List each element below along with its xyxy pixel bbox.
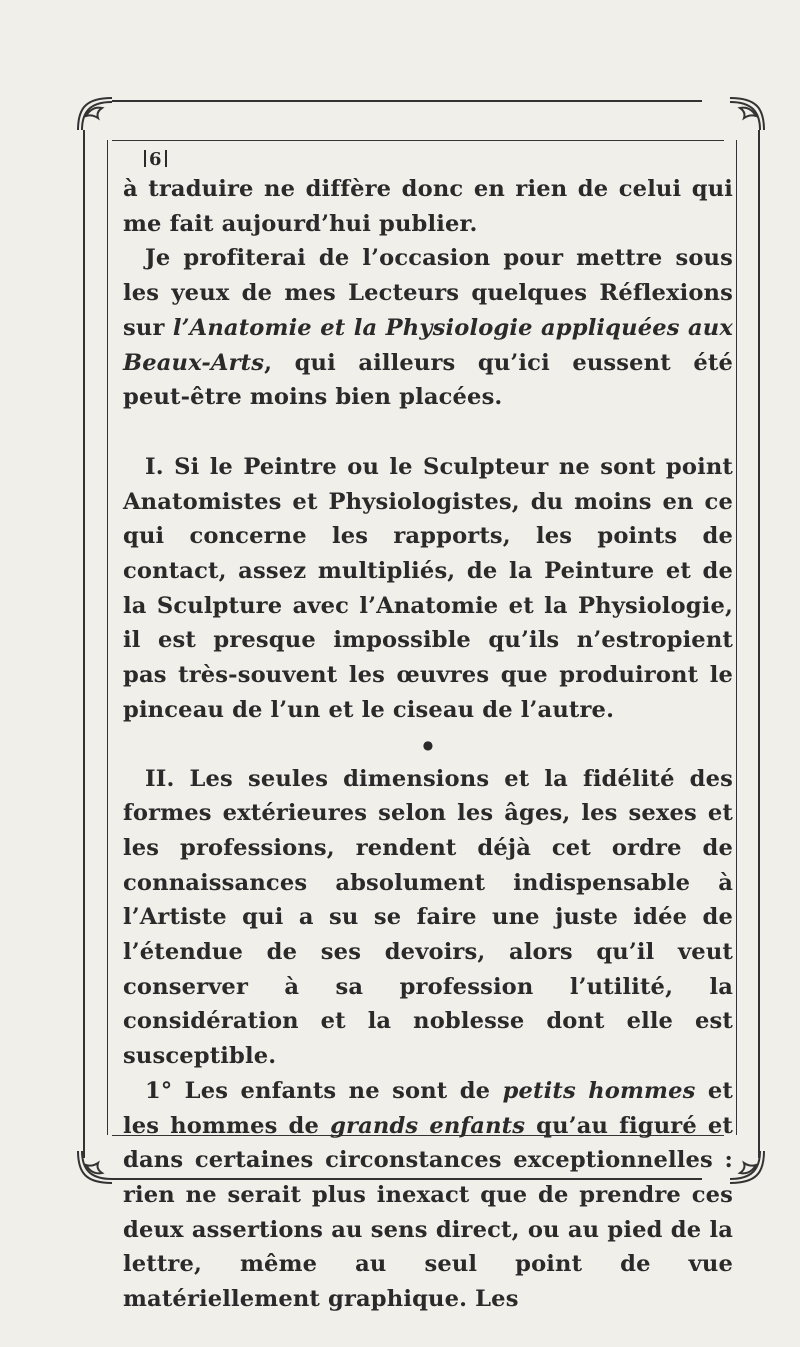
italic-phrase: grands enfants — [330, 1112, 526, 1139]
paragraph — [123, 172, 733, 241]
paragraph — [123, 762, 733, 1074]
text-run: et les hommes de — [123, 1077, 733, 1139]
text-run: 1° Les enfants ne sont de — [145, 1077, 503, 1104]
corner-ornament-top-right-icon — [724, 90, 770, 136]
frame-top-inner-rule — [112, 140, 724, 141]
frame-right-inner-rule — [736, 140, 737, 1135]
text-run: Je profiterai de l’occasion pour mettre sous les yeux de mes Lecteurs quelques Réflexions sur — [123, 245, 733, 341]
section-dot-icon: ● — [422, 737, 434, 752]
italic-phrase: l’Anatomie et la Physiologie appliquées aux Beaux-Arts — [123, 314, 733, 376]
paragraph — [123, 450, 733, 728]
paragraph — [123, 241, 733, 415]
text-run: à traduire ne diffère donc en rien de celui qui me fait aujourd’hui publier. — [123, 176, 733, 237]
page-number: 6 — [141, 150, 733, 170]
frame-left-inner-rule — [107, 140, 108, 1135]
text-run: , qui ailleurs qu’ici eussent été peut-être moins bien placées. — [123, 349, 733, 411]
paragraph-spacer — [123, 415, 733, 450]
text-blocks — [123, 172, 733, 1317]
frame-left-outer-rule — [83, 130, 85, 1158]
frame-right-outer-rule — [758, 130, 760, 1158]
corner-ornament-top-left-icon — [72, 90, 118, 136]
page-text — [123, 150, 733, 1317]
text-run: II. Les seules dimensions et la fidélité des formes extérieures selon les âges, les sexes et les professions, rendent déjà cet ordre de connaissances absolument indispensable à l’Artiste qui a su se faire une juste idée de l’étendue de ses devoirs, alors qu’il veut conserver à sa profession l’utilité, la considération et la noblesse dont elle est susceptible. — [123, 765, 733, 1070]
text-run: I. Si le Peintre ou le Sculpteur ne sont point Anatomistes et Physiologistes, du moins en ce qui concerne les rapports, les points de contact, assez multipliés, de la Peinture et de la Sculpture avec l’Anatomie et la Physiologie, il est presque impossible qu’ils n’estropient pas très-souvent les œuvres que produiront le pinceau de l’un et le ciseau de l’autre. — [123, 453, 733, 723]
italic-phrase: petits hommes — [502, 1077, 696, 1104]
paragraph — [123, 1074, 733, 1317]
frame-top-outer-rule — [112, 100, 702, 102]
corner-ornament-bottom-left-icon — [72, 1145, 118, 1191]
text-run: qu’au figuré et dans certaines circonstances exceptionnelles : rien ne serait plus inexact que de prendre ces deux assertions au sens direct, ou au pied de la lettre, même au seul point de vue matériellement graphique. Les — [123, 1112, 734, 1313]
